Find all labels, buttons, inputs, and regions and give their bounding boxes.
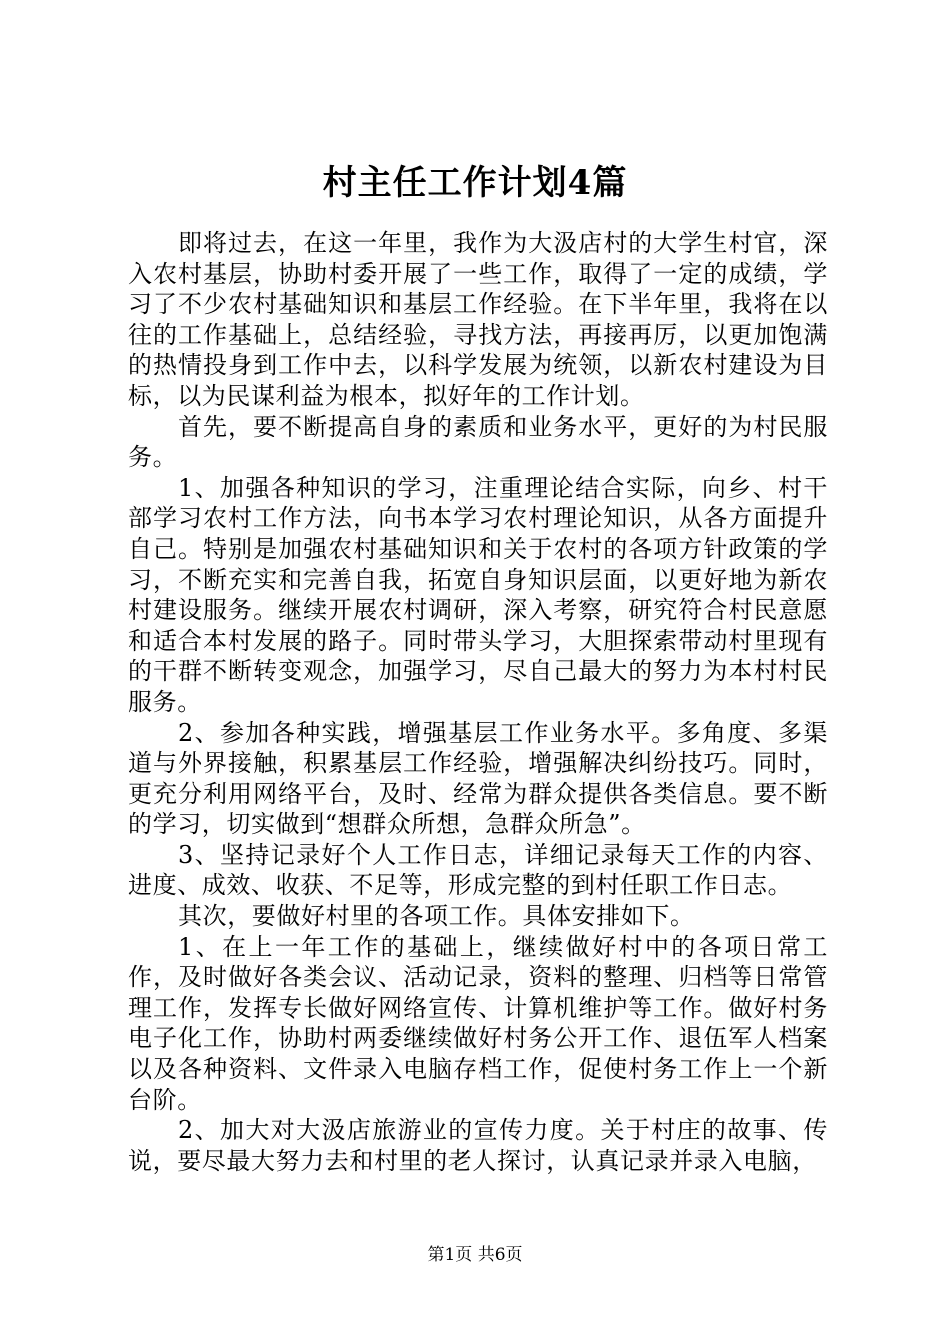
page-footer: 第1页 共6页 xyxy=(427,1245,523,1265)
paragraph-intro: 即将过去，在这一年里，我作为大汲店村的大学生村官，深入农村基层，协助村委开展了一些工作，取得了一定的成绩，学习了不少农村基础知识和基层工作经验。在下半年里，我将在以往的工作基础上，总结经验，寻找方法，再接再厉，以更加饱满的热情投身到工作中去，以科学发展为统领，以新农村建设为目标，以为民谋利益为根本，拟好年的工作计划。 xyxy=(128,229,828,410)
paragraph-first-point: 首先，要不断提高自身的素质和业务水平，更好的为村民服务。 xyxy=(128,412,828,472)
paragraph-work-item-2: 2、加大对大汲店旅游业的宣传力度。关于村庄的故事、传说，要尽最大努力去和村里的老人探讨，认真记录并录入电脑， xyxy=(128,1116,828,1175)
paragraph-item-3: 3、坚持记录好个人工作日志，详细记录每天工作的内容、进度、成效、收获、不足等，形成完整的到村任职工作日志。 xyxy=(128,840,828,900)
paragraph-item-1: 1、加强各种知识的学习，注重理论结合实际，向乡、村干部学习农村工作方法，向书本学习农村理论知识，从各方面提升自己。特别是加强农村基础知识和关于农村的各项方针政策的学习，不断充实和完善自我，拓宽自身知识层面，以更好地为新农村建设服务。继续开展农村调研，深入考察，研究符合村民意愿和适合本村发展的路子。同时带头学习，大胆探索带动村里现有的干群不断转变观念，加强学习，尽自己最大的努力为本村村民服务。 xyxy=(128,473,828,716)
document-title: 村主任工作计划4篇 xyxy=(322,163,628,203)
paragraph-work-item-1: 1、在上一年工作的基础上，继续做好村中的各项日常工作，及时做好各类会议、活动记录，资料的整理、归档等日常管理工作，发挥专长做好网络宣传、计算机维护等工作。做好村务电子化工作，协助村两委继续做好村务公开工作、退伍军人档案以及各种资料、文件录入电脑存档工作，促使村务工作上一个新台阶。 xyxy=(128,932,828,1114)
paragraph-item-2: 2、参加各种实践，增强基层工作业务水平。多角度、多渠道与外界接触，积累基层工作经验，增强解决纠纷技巧。同时，更充分利用网络平台，及时、经常为群众提供各类信息。要不断的学习，切实做到“想群众所想，急群众所急”。 xyxy=(128,718,828,839)
document-body xyxy=(128,228,828,1176)
paragraph-second-point: 其次，要做好村里的各项工作。具体安排如下。 xyxy=(178,902,695,931)
